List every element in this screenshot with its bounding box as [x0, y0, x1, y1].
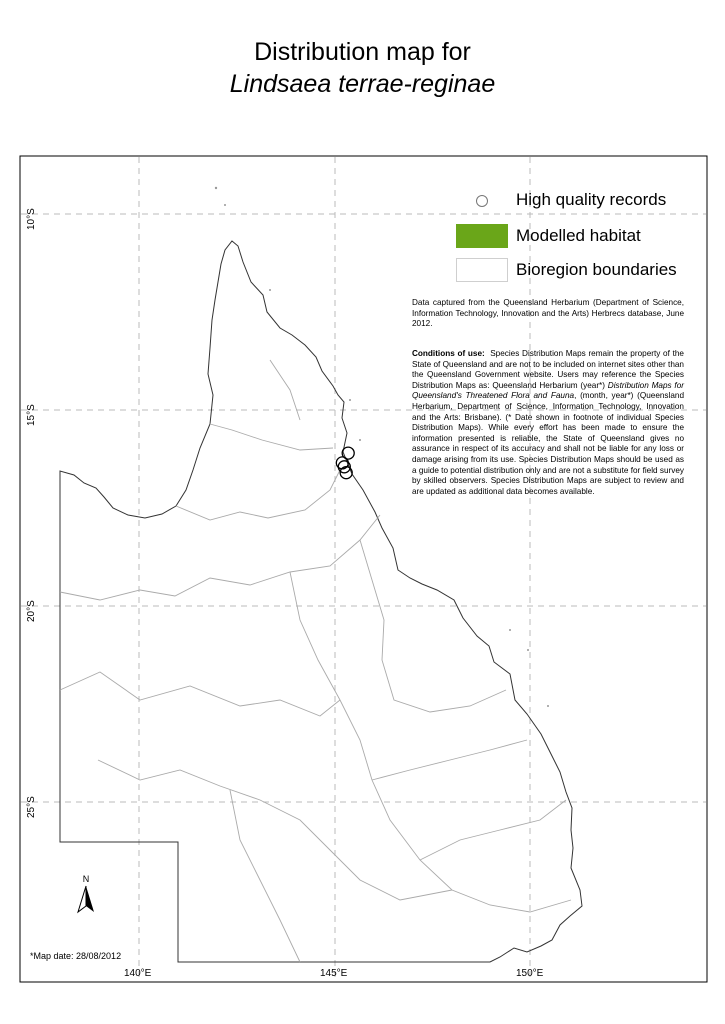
north-arrow-icon — [74, 884, 98, 914]
lat-label-25: 25°S — [26, 796, 37, 818]
conditions-of-use: Conditions of use: Species Distribution Maps remain the property of the State of Queensland and are not to be included on internet sites other than the Queensland Government website. Users may reference the Species Distribution Maps as: Queensland Herbarium (year*) Distribution Maps for Queensland's Threatened Flora and Fauna, (month, year*) (Queensland Herbarium, Department of Science, Information Technology, Innovation and the Arts: Brisbane). (* Date shown in footnote of individual Species Distribution Maps). While every effort has been made to ensure the information presented is reliable, the State of Queensland gives no assurance in respect of its accuracy and shall not be liable for any loss or damage arising from its use. Species Distribution Maps should be used as a guide to potential distribution only and are not a substitute for field survey by skilled observers. Species Distribution Maps are subject to review and are updated as additional data becomes available. — [412, 349, 684, 496]
legend-modelled-habitat-label: Modelled habitat — [516, 226, 641, 245]
island-mark — [527, 649, 529, 651]
map-date: *Map date: 28/08/2012 — [30, 951, 122, 961]
data-source-note: Data captured from the Queensland Herbarium (Department of Science, Information Technology, Innovation and the Arts) Herbrecs database, June 2012. — [412, 298, 684, 329]
conditions-text-2: , (month, year*) (Queensland Herbarium, Department of Science, Information Technology, Innovation and the Arts: Brisbane). (* Date shown in footnote of individual Species Distribution Maps). While every effort has been made to ensure the information presented is reliable, the State of Queensland gives no assurance in respect of its accuracy and shall not be liable for any loss or damage arising from its use. Species Distribution Maps should be used as a guide to potential distribution only and are not a substitute for field survey by skilled observers. Species Distribution Maps are subject to review and are updated as additional data becomes available. — [412, 391, 684, 496]
bioregion-line — [60, 672, 340, 716]
island-mark — [547, 705, 549, 707]
lon-label-150: 150°E — [516, 968, 544, 979]
bioregion-line — [60, 515, 380, 600]
bioregion-line — [290, 572, 571, 912]
island-mark — [224, 204, 226, 206]
island-mark — [269, 289, 271, 291]
island-mark — [215, 187, 217, 189]
high-quality-legend-icon — [477, 196, 488, 207]
bioregion-line — [372, 740, 527, 780]
map-title-species: Lindsaea terrae-reginae — [229, 70, 496, 98]
lon-label-140: 140°E — [124, 968, 152, 979]
conditions-heading: Conditions of use — [412, 349, 483, 358]
bioregion-line — [210, 424, 333, 450]
graticule — [21, 157, 706, 981]
island-mark — [349, 399, 351, 401]
conditions-italic: Distribution Maps for Queensland's Threatened Flora and Fauna — [412, 380, 684, 401]
legend-bioregion-label: Bioregion boundaries — [516, 260, 677, 279]
island-mark — [359, 439, 361, 441]
bioregion-line — [270, 360, 300, 420]
north-arrow — [74, 874, 98, 919]
island-mark — [509, 629, 511, 631]
lat-label-15: 15°S — [26, 404, 37, 426]
bioregion-line — [360, 540, 506, 712]
records-layer — [336, 447, 354, 479]
modelled-habitat-swatch — [456, 224, 508, 248]
lon-label-145: 145°E — [320, 968, 348, 979]
conditions-text-1: Species Distribution Maps remain the property of the State of Queensland and are not to be included on internet sites other than the Queensland Government website. Users may reference the Species Distribution Maps as: Queensland Herbarium (year*) — [412, 349, 684, 390]
map-title-line1: Distribution map for — [254, 38, 471, 66]
bioregion-line — [420, 800, 566, 860]
legend-high-quality-label: High quality records — [516, 190, 667, 209]
bioregion-line — [176, 470, 340, 520]
lat-label-20: 20°S — [26, 600, 37, 622]
lat-label-10: 10°S — [26, 208, 37, 230]
north-label: N — [82, 874, 90, 884]
bioregion-line — [230, 790, 300, 962]
bioregion-line — [98, 760, 452, 900]
bioregion-swatch — [456, 258, 508, 282]
